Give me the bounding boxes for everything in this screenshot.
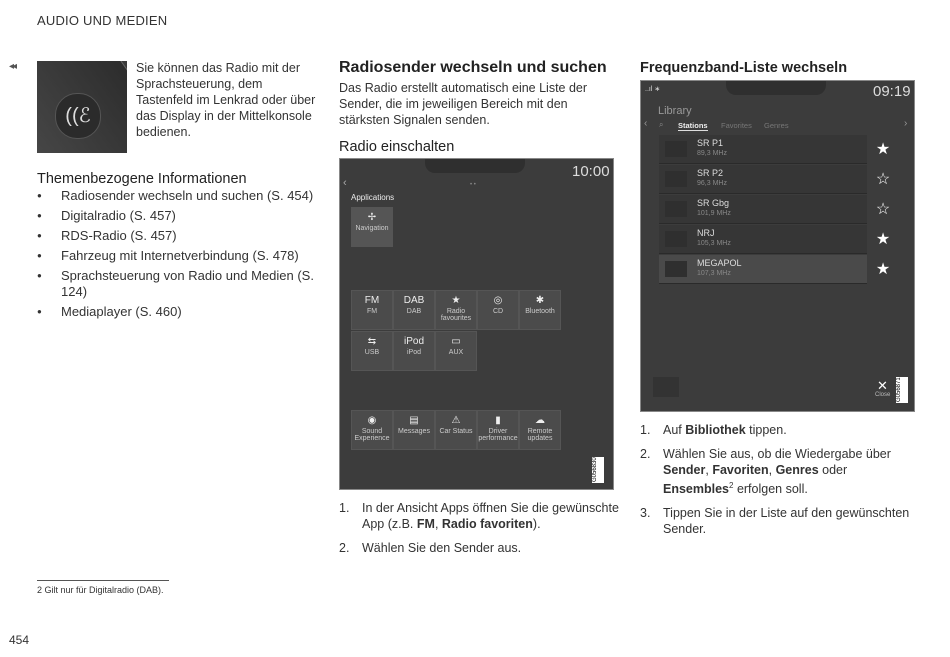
image-code: G056830 (592, 457, 604, 483)
navigation-app[interactable]: ✢ Navigation (351, 207, 393, 247)
station-row[interactable]: SR Gbg 101,9 MHz ☆ (659, 195, 867, 224)
back-arrows-icon: ◂◂ (9, 61, 16, 72)
related-item[interactable]: ● RDS-Radio (S. 457) (37, 228, 317, 244)
dab-app[interactable]: DAB DAB (393, 290, 435, 330)
star-filled-icon[interactable]: ★ (875, 141, 891, 158)
page-dots: • • (470, 182, 476, 188)
bluetooth-app[interactable]: ✱ Bluetooth (519, 290, 561, 330)
voice-control-icon: ((ℰ (55, 93, 101, 139)
footnote-rule (37, 580, 169, 581)
main-paragraph: Das Radio erstellt automatisch eine Liste der Sender, die im jeweiligen Bereich mit den stärksten Signalen senden. (339, 81, 588, 127)
footnote: 2 Gilt nur für Digitalradio (DAB). (37, 585, 164, 595)
ipod-app[interactable]: iPod iPod (393, 331, 435, 371)
station-row[interactable]: NRJ 105,3 MHz ★ (659, 225, 867, 254)
close-icon[interactable]: ✕ (877, 378, 888, 393)
step-item: 2. Wählen Sie den Sender aus. (339, 541, 522, 555)
sound-experience-app[interactable]: ◉ Sound Experience (351, 410, 393, 450)
driver-performance-app[interactable]: ▮ Driver performance (477, 410, 519, 450)
freq-steps (640, 422, 920, 545)
remote-updates-app[interactable]: ☁ Remote updates (519, 410, 561, 450)
messages-app[interactable]: ▤ Messages (393, 410, 435, 450)
star-outline-icon[interactable]: ☆ (875, 201, 891, 218)
library-screen-image (640, 80, 915, 412)
cd-app[interactable]: ◎ CD (477, 290, 519, 330)
fm-app[interactable]: FM FM (351, 290, 393, 330)
star-filled-icon[interactable]: ★ (875, 261, 891, 278)
tab-stations[interactable]: Stations (678, 121, 708, 130)
star-filled-icon[interactable]: ★ (875, 231, 891, 248)
step-item: 1. Auf Bibliothek tippen. (640, 423, 787, 437)
car-status-app[interactable]: ⚠ Car Status (435, 410, 477, 450)
related-item[interactable]: ● Mediaplayer (S. 460) (37, 304, 317, 320)
page-number: 454 (9, 633, 30, 647)
station-row[interactable]: SR P1 89,3 MHz ★ (659, 135, 867, 164)
step-item: 2. Wählen Sie aus, ob die Wiedergabe über Sender, Favoriten, Genres oder Ensembles$^2$ erfolgen soll. (640, 447, 891, 497)
list-icon (653, 377, 679, 397)
related-item[interactable]: ● Radiosender wechseln und suchen (S. 454) (37, 188, 317, 204)
station-row[interactable]: SR P2 96,3 MHz ☆ (659, 165, 867, 194)
radio-favourites-app[interactable]: ★ Radio favourites (435, 290, 477, 330)
applications-label: Applications (351, 193, 395, 202)
related-item[interactable]: ● Sprachsteuerung von Radio und Medien (S. 124) (37, 268, 317, 300)
close-label[interactable]: Close (875, 392, 891, 398)
step-item: 1. In der Ansicht Apps öffnen Sie die gewünschte App (z.B. FM, Radio favoriten). (339, 501, 619, 531)
related-item[interactable]: ● Digitalradio (S. 457) (37, 208, 317, 224)
station-row[interactable]: MEGAPOL 107,3 MHz ★ (659, 255, 867, 284)
step-item: 3. Tippen Sie in der Liste auf den gewünschten Sender. (640, 506, 910, 537)
chevron-left-icon[interactable]: ‹ (644, 118, 648, 129)
radio-steps (339, 500, 619, 564)
image-code: G056871 (896, 377, 908, 403)
freq-heading: Frequenzband-Liste wechseln (640, 60, 848, 76)
tab-favorites[interactable]: Favorites (721, 121, 752, 130)
radio-on-heading: Radio einschalten (339, 139, 455, 155)
related-list (37, 188, 317, 324)
intro-text: Sie können das Radio mit der Sprachsteuerung, dem Tastenfeld im Lenkrad oder über das Display in der Mittelkonsole bedienen. (136, 61, 316, 139)
aux-app[interactable]: ▭ AUX (435, 331, 477, 371)
search-icon[interactable]: ⌕ (659, 120, 664, 129)
voice-control-image (37, 61, 127, 153)
chevron-right-icon[interactable]: › (904, 118, 908, 129)
section-header: AUDIO UND MEDIEN (37, 13, 168, 28)
apps-clock: 10:00 (572, 163, 610, 180)
tab-genres[interactable]: Genres (764, 121, 789, 130)
apps-screen-image (339, 158, 614, 490)
chevron-left-icon: ‹ (343, 177, 347, 189)
related-item[interactable]: ● Fahrzeug mit Internetverbindung (S. 478) (37, 248, 317, 264)
star-outline-icon[interactable]: ☆ (875, 171, 891, 188)
usb-app[interactable]: ⇆ USB (351, 331, 393, 371)
signal-status: ..ıl ∗ (645, 86, 661, 93)
library-clock: 09:19 (873, 83, 911, 100)
main-title: Radiosender wechseln und suchen (339, 59, 607, 76)
library-title: Library (658, 105, 692, 117)
related-heading: Themenbezogene Informationen (37, 171, 247, 187)
compass-icon: ✢ (367, 212, 377, 223)
